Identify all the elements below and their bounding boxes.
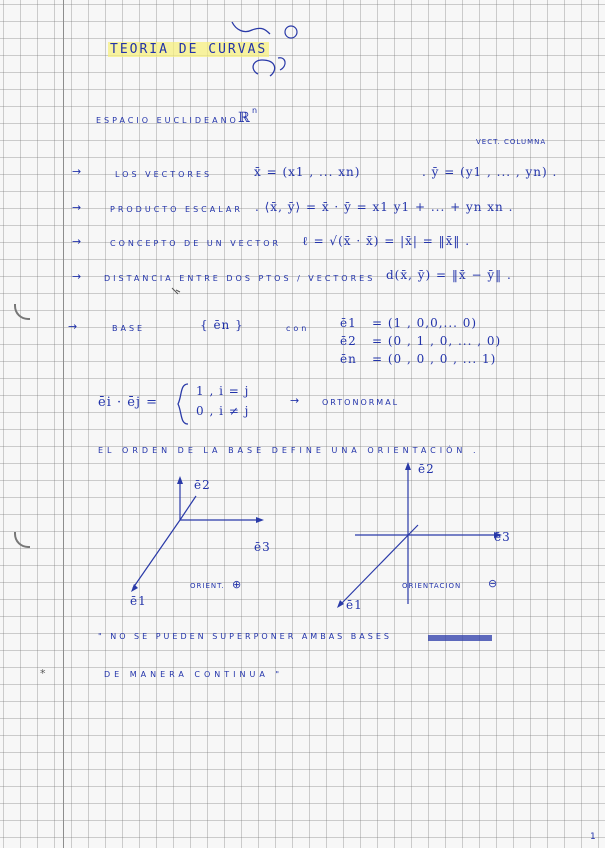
space-symbol: ℝ [238, 110, 251, 126]
scribble [428, 636, 492, 640]
base-label: BASE [112, 324, 146, 333]
space-exponent: n [252, 106, 258, 115]
bullet-arrow: → [72, 270, 82, 283]
negative-sign-icon: ⊖ [488, 577, 498, 590]
ortho-lhs: ēi · ēj = [98, 395, 158, 410]
quote-line-2: DE MANERA CONTINUA " [104, 670, 284, 679]
right-e2-label: ē2 [418, 462, 435, 476]
base-vector-name: ē2 [340, 334, 357, 348]
page-number: 1 [590, 832, 596, 842]
left-orientation-label: ORIENT. [190, 582, 225, 590]
asterisk-mark: * [40, 667, 47, 680]
row-formula: ℓ = √(x̄ · x̄) = |x̄| = ‖x̄‖ . [302, 234, 471, 248]
bullet-arrow: → [72, 235, 82, 248]
left-axes-diagram [131, 476, 264, 592]
ortho-case-1: 1 , i = j [196, 384, 250, 398]
ortho-note: ORTONORMAL [322, 398, 400, 407]
ortho-case-2: 0 , i ≠ j [196, 404, 250, 418]
space-label: ESPACIO EUCLIDEANO [96, 116, 239, 125]
row-formula-2: . ȳ = (y1 , ... , yn) . [422, 165, 558, 179]
bullet-arrow: → [72, 165, 82, 178]
row-formula: x̄ = (x1 , ... xn) [254, 165, 361, 179]
left-e1-label: ē1 [130, 594, 147, 608]
base-vector-value: = (1 , 0,0,... 0) [372, 316, 478, 330]
base-con: con [286, 324, 310, 333]
quote-line-1: " NO SE PUEDEN SUPERPONER AMBAS BASES [98, 632, 392, 641]
base-vector-name: ē1 [340, 316, 357, 330]
left-e2-label: ē2 [194, 478, 211, 492]
base-vector-value: = (0 , 0 , 0 , ... 1) [372, 352, 497, 366]
row-formula: d(x̄, ȳ) = ‖x̄ − ȳ‖ . [386, 268, 512, 282]
row-formula: . ⟨x̄, ȳ⟩ = x̄ · ȳ = x1 y1 + ... + yn xn . [255, 200, 514, 214]
bullet-arrow: → [72, 201, 82, 214]
orientation-sentence: EL ORDEN DE LA BASE DEFINE UNA ORIENTACIÓN . [98, 446, 480, 455]
right-orientation-label: ORIENTACION [402, 582, 462, 590]
base-vector-value: = (0 , 1 , 0, ... , 0) [372, 334, 502, 348]
base-set: { ēn } [200, 318, 244, 332]
row-label: LOS VECTORES [115, 170, 213, 179]
column-vector-note: VECT. COLUMNA [476, 138, 547, 146]
base-vector-name: ēn [340, 352, 357, 366]
row-label: CONCEPTO DE UN VECTOR [110, 239, 282, 248]
positive-sign-icon: ⊕ [232, 578, 242, 591]
row-label: PRODUCTO ESCALAR [110, 205, 243, 214]
page-title: TEORIA DE CURVAS [110, 42, 268, 57]
right-e1-label: ē1 [346, 598, 363, 612]
left-e3-label: ē3 [254, 540, 271, 554]
row-label: DISTANCIA ENTRE DOS PTOS / VECTORES [104, 274, 376, 283]
right-e3-label: ē3 [494, 530, 511, 544]
bullet-arrow: → [68, 320, 78, 333]
brace [178, 384, 188, 424]
bullet-arrow: → [290, 394, 300, 407]
